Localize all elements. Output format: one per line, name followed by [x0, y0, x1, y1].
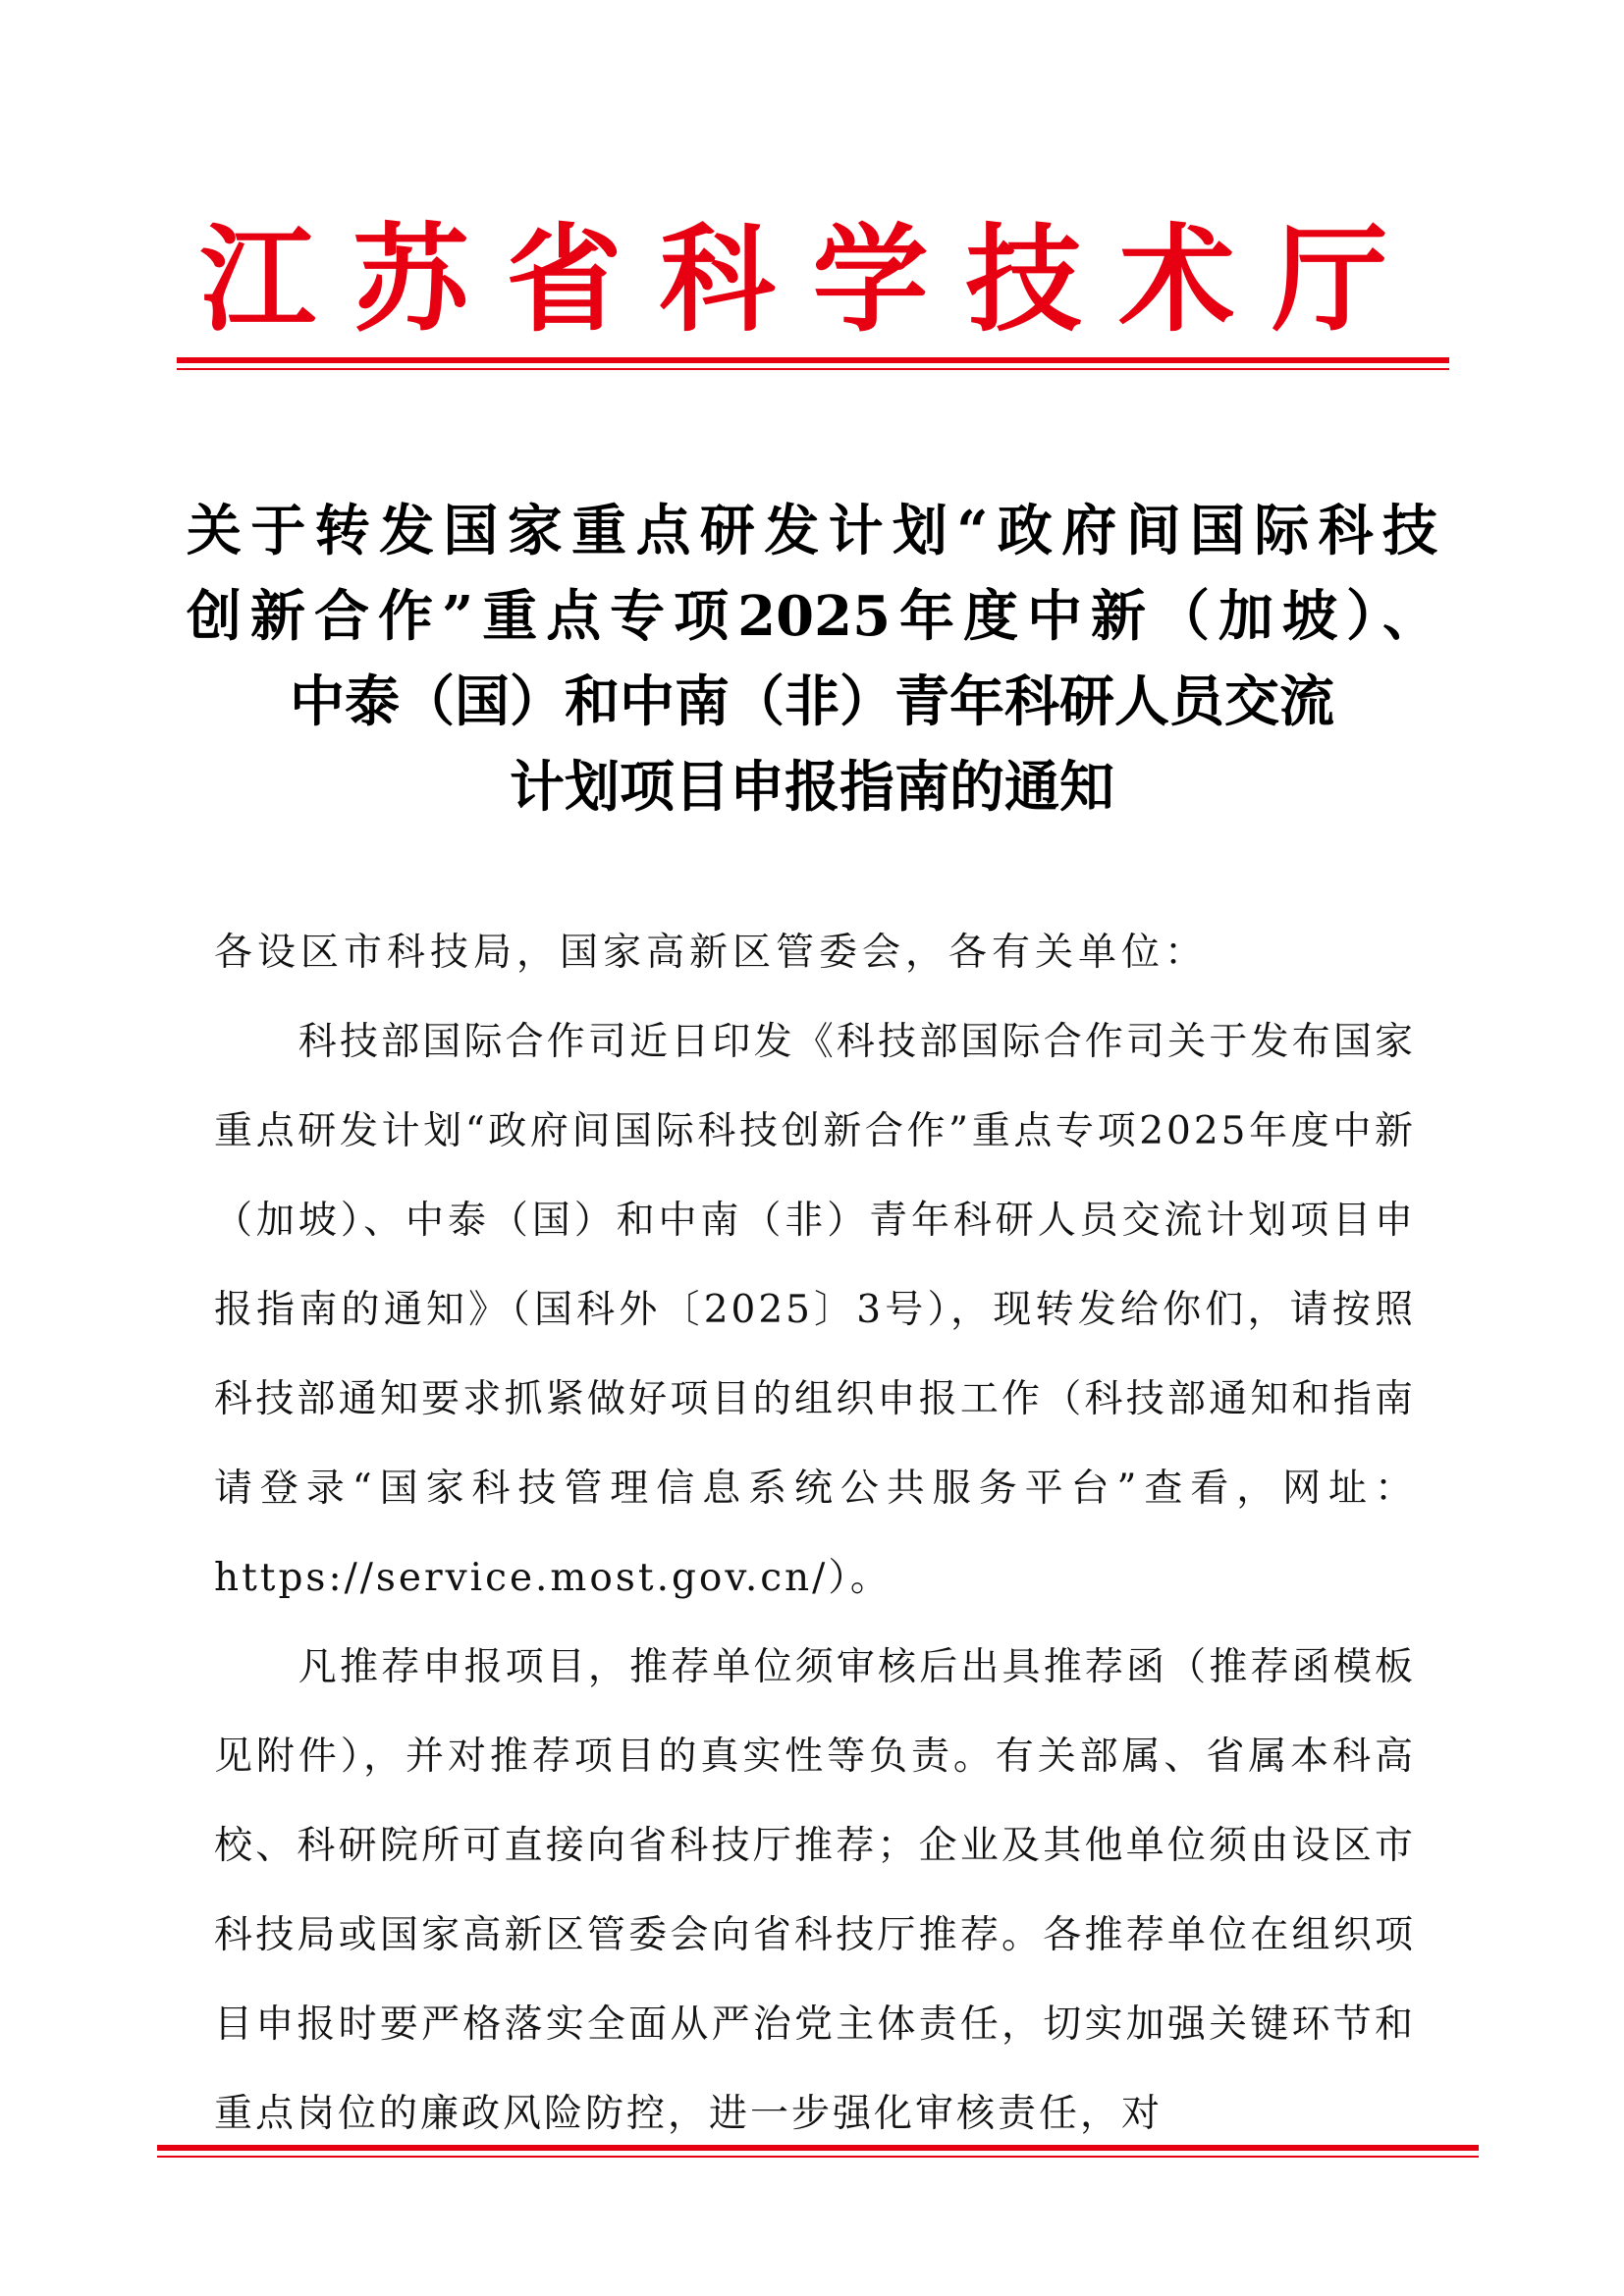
salutation: 各设区市科技局，国家高新区管委会，各有关单位： — [214, 931, 1209, 975]
title-line: 中泰（国）和中南（非）青年科研人员交流 — [290, 669, 1334, 734]
title-line: 计划项目申报指南的通知 — [510, 755, 1114, 820]
body-paragraph: 科技部国际合作司近日印发《科技部国际合作司关于发布国家重点研发计划“政府间国际科技创新合作”重点专项2025年度中新（加坡）、中泰（国）和中南（非）青年科研人员交流计划项目申报指南的通知》（国科外〔2025〕3号），现转发给你们，请按照科技部通知要求抓紧做好项目的组织申报工作（科技部通知和指南请登录“国家科技管理信息系统公共服务平台”查看，网址：https://service.most.gov.cn/）。 — [214, 1020, 1416, 1600]
letterhead-red-rule — [177, 357, 1449, 370]
footer-red-rule — [157, 2145, 1479, 2158]
letterhead-agency-name: 江苏省科学技术厅 — [199, 212, 1426, 347]
title-line: 关于转发国家重点研发计划“政府间国际科技 — [187, 499, 1437, 563]
document-body — [214, 908, 1416, 2159]
body-paragraph: 凡推荐申报项目，推荐单位须审核后出具推荐函（推荐函模板见附件），并对推荐项目的真实性等负责。有关部属、省属本科高校、科研院所可直接向省科技厅推荐；企业及其他单位须由设区市科技局或国家高新区管委会向省科技厅推荐。各推荐单位在组织项目申报时要严格落实全面从严治党主体责任，切实加强关键环节和重点岗位的廉政风险防控，进一步强化审核责任，对 — [214, 1645, 1416, 2136]
document-title — [187, 489, 1437, 830]
title-line: 创新合作”重点专项2025年度中新（加坡）、 — [187, 584, 1437, 649]
